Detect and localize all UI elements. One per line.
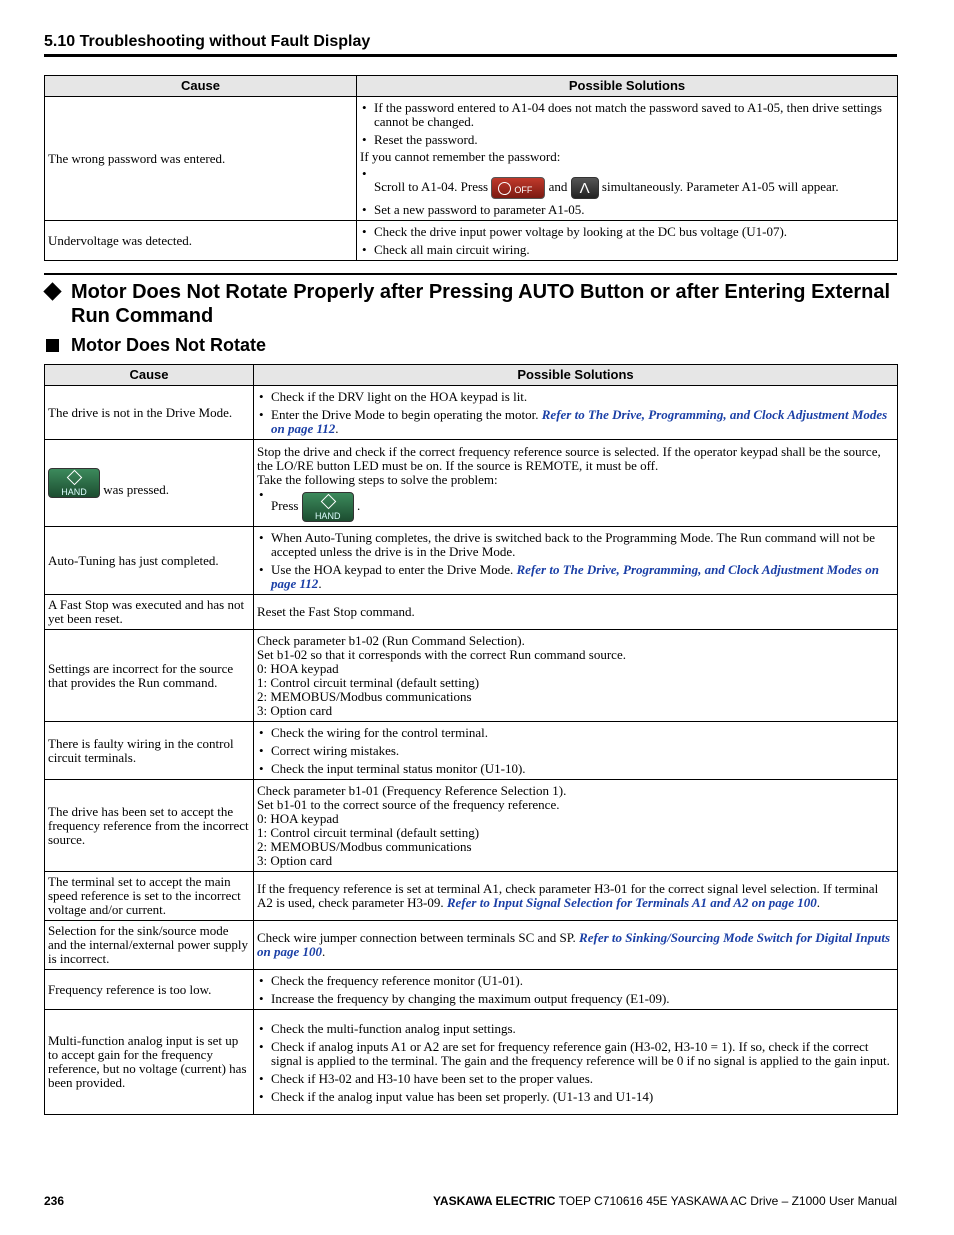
- table-row: [45, 527, 898, 595]
- solution-text: 0: HOA keypad: [257, 810, 339, 826]
- heading-text: Motor Does Not Rotate Properly after Pressing AUTO Button or after Entering External Run Command: [71, 281, 891, 327]
- cause-cell: Selection for the sink/source mode and the internal/external power supply is incorrect.: [45, 921, 254, 970]
- heading-rule: [44, 273, 897, 275]
- cause-text: was pressed.: [103, 481, 169, 497]
- cause-cell: Frequency reference is too low.: [45, 970, 254, 1010]
- section-title: 5.10 Troubleshooting without Fault Display: [44, 33, 371, 50]
- page-reference-link[interactable]: Refer to The Drive, Programming, and Clock Adjustment Modes on page 112: [271, 562, 879, 591]
- solution-text: Check parameter b1-02 (Run Command Selection).: [257, 632, 525, 648]
- table-row: [45, 386, 898, 440]
- table-row: [45, 780, 898, 872]
- solution-text: 2: MEMOBUS/Modbus communications: [257, 688, 472, 704]
- list-item: • Check the frequency reference monitor (U1-01).: [257, 974, 894, 988]
- list-item: • Check the drive input power voltage by looking at the DC bus voltage (U1-07).: [360, 225, 894, 239]
- cause-cell: The terminal set to accept the main speed reference is set to the incorrect voltage and/or current.: [45, 872, 254, 921]
- list-item: • Check if H3-02 and H3-10 have been set to the proper values.: [257, 1072, 894, 1086]
- cause-cell: Settings are incorrect for the source that provides the Run command.: [45, 630, 254, 722]
- list-item-text: simultaneously. Parameter A1-05 will appear.: [601, 178, 839, 194]
- solution-cell: [357, 221, 898, 261]
- solution-cell: [357, 97, 898, 221]
- col-header-solutions: Possible Solutions: [254, 365, 898, 386]
- list-item-text: Scroll to A1-04. Press: [374, 178, 489, 194]
- solution-text: 0: HOA keypad: [257, 660, 339, 676]
- solution-cell: [254, 630, 898, 722]
- solution-cell: Check wire jumper connection between terminals SC and SP. Refer to Sinking/Sourcing Mode Switch for Digital Inputs on page 100.: [254, 921, 898, 970]
- col-header-cause: Cause: [45, 76, 357, 97]
- table-header-row: [45, 76, 898, 97]
- section-rule: [44, 54, 897, 57]
- solution-cell: [254, 780, 898, 872]
- solution-cell: [254, 440, 898, 527]
- heading-motor-rotate: [44, 280, 904, 328]
- off-key-icon: OFF: [491, 177, 545, 199]
- table-row: [45, 872, 898, 921]
- list-item: • Check if the DRV light on the HOA keypad is lit.: [257, 390, 894, 404]
- footer-doc-info: [433, 1194, 897, 1208]
- table-row: [45, 921, 898, 970]
- cause-cell: Multi-function analog input is set up to accept gain for the frequency reference, but no voltage (current) has been provided.: [45, 1010, 254, 1115]
- cause-cell: Undervoltage was detected.: [45, 221, 357, 261]
- table-row: [45, 630, 898, 722]
- list-item-text: and: [548, 178, 568, 194]
- solution-text: 1: Control circuit terminal (default setting): [257, 824, 480, 840]
- hand-key-icon: HAND: [48, 468, 100, 498]
- table-row: [45, 440, 898, 527]
- list-item: • Set a new password to parameter A1-05.: [360, 203, 894, 217]
- solution-text: Take the following steps to solve the problem:: [257, 471, 498, 487]
- cause-cell: The wrong password was entered.: [45, 97, 357, 221]
- list-item: • Check if the analog input value has been set properly. (U1-13 and U1-14): [257, 1090, 894, 1104]
- square-icon: [46, 339, 59, 352]
- table-row: [45, 970, 898, 1010]
- solution-text: 2: MEMOBUS/Modbus communications: [257, 838, 472, 854]
- cause-cell: The drive has been set to accept the frequency reference from the incorrect source.: [45, 780, 254, 872]
- list-item: • Correct wiring mistakes.: [257, 744, 894, 758]
- table-row: [45, 1010, 898, 1115]
- solution-text: Set b1-02 so that it corresponds with the correct Run command source.: [257, 646, 626, 662]
- solution-cell: If the frequency reference is set at terminal A1, check parameter H3-01 for the correct signal level selection. If terminal A2 is used, check parameter H3-09. Refer to Input Signal Selection for Terminals A1 and A2 on page 100.: [254, 872, 898, 921]
- cause-cell: The drive is not in the Drive Mode.: [45, 386, 254, 440]
- page-reference-link[interactable]: Refer to Input Signal Selection for Terminals A1 and A2 on page 100: [446, 895, 817, 910]
- col-header-solutions: Possible Solutions: [357, 76, 898, 97]
- table-row: [45, 97, 898, 221]
- up-arrow-key-icon: Λ: [571, 177, 599, 199]
- table-row: [45, 221, 898, 261]
- solution-cell: Reset the Fast Stop command.: [254, 595, 898, 630]
- brand-name: YASKAWA ELECTRIC: [433, 1194, 556, 1208]
- cause-cell: A Fast Stop was executed and has not yet been reset.: [45, 595, 254, 630]
- list-item: • Increase the frequency by changing the maximum output frequency (E1-09).: [257, 992, 894, 1006]
- page-reference-link[interactable]: Refer to Sinking/Sourcing Mode Switch for Digital Inputs on page 100: [257, 930, 891, 959]
- solution-cell: [254, 527, 898, 595]
- solution-text: Check parameter b1-01 (Frequency Reference Selection 1).: [257, 782, 567, 798]
- solution-cell: [254, 722, 898, 780]
- list-item: • Enter the Drive Mode to begin operating the motor. Refer to The Drive, Programming, and Clock Adjustment Modes on page 112.: [257, 408, 894, 436]
- doc-title: TOEP C710616 45E YASKAWA AC Drive – Z1000 User Manual: [558, 1194, 897, 1208]
- solution-text: If you cannot remember the password:: [360, 149, 561, 164]
- list-item: • Use the HOA keypad to enter the Drive Mode. Refer to The Drive, Programming, and Clock Adjustment Modes on page 112.: [257, 563, 894, 591]
- page-number: 236: [44, 1194, 65, 1208]
- list-item: • Press HAND .: [257, 488, 894, 522]
- list-item: • Check the multi-function analog input settings.: [257, 1022, 894, 1036]
- solution-text: 1: Control circuit terminal (default setting): [257, 674, 480, 690]
- table-header-row: [45, 365, 898, 386]
- list-item: • Check the wiring for the control terminal.: [257, 726, 894, 740]
- col-header-cause: Cause: [45, 365, 254, 386]
- cause-cell: [45, 440, 254, 527]
- motor-table: [44, 364, 898, 1115]
- page-reference-link[interactable]: Refer to The Drive, Programming, and Clock Adjustment Modes on page 112: [271, 407, 888, 436]
- solution-text: Stop the drive and check if the correct frequency reference source is selected. If the operator keypad shall be the source, the LO/RE button LED must be on. If the source is REMOTE, it must be off.: [257, 443, 881, 473]
- hand-key-icon: HAND: [302, 492, 354, 522]
- solution-text: 3: Option card: [257, 852, 333, 868]
- list-item: • Reset the password.: [360, 133, 894, 147]
- password-table: [44, 75, 898, 261]
- subheading-text: Motor Does Not Rotate: [71, 335, 266, 355]
- list-item: • Check if analog inputs A1 or A2 are set for frequency reference gain (H3-02, H3-10 = 1). If so, check if the correct signal is applied to the terminal. The gain and the frequency reference will be 0 if no signal is applied to the gain input.: [257, 1040, 894, 1068]
- solution-cell: [254, 1010, 898, 1115]
- list-item: • Check all main circuit wiring.: [360, 243, 894, 257]
- cause-cell: Auto-Tuning has just completed.: [45, 527, 254, 595]
- table-row: [45, 595, 898, 630]
- list-item: • If the password entered to A1-04 does not match the password saved to A1-05, then drive settings cannot be changed.: [360, 101, 894, 129]
- list-item: • Check the input terminal status monitor (U1-10).: [257, 762, 894, 776]
- table-row: [45, 722, 898, 780]
- solution-text: 3: Option card: [257, 702, 333, 718]
- solution-text: Set b1-01 to the correct source of the frequency reference.: [257, 796, 560, 812]
- solution-cell: [254, 386, 898, 440]
- list-item: • When Auto-Tuning completes, the drive is switched back to the Programming Mode. The Run command will not be accepted unless the drive is in the Drive Mode.: [257, 531, 894, 559]
- page-footer: [44, 1194, 897, 1208]
- cause-cell: There is faulty wiring in the control circuit terminals.: [45, 722, 254, 780]
- solution-cell: [254, 970, 898, 1010]
- list-item: [360, 167, 894, 199]
- subheading-motor-does-not-rotate: [44, 335, 266, 356]
